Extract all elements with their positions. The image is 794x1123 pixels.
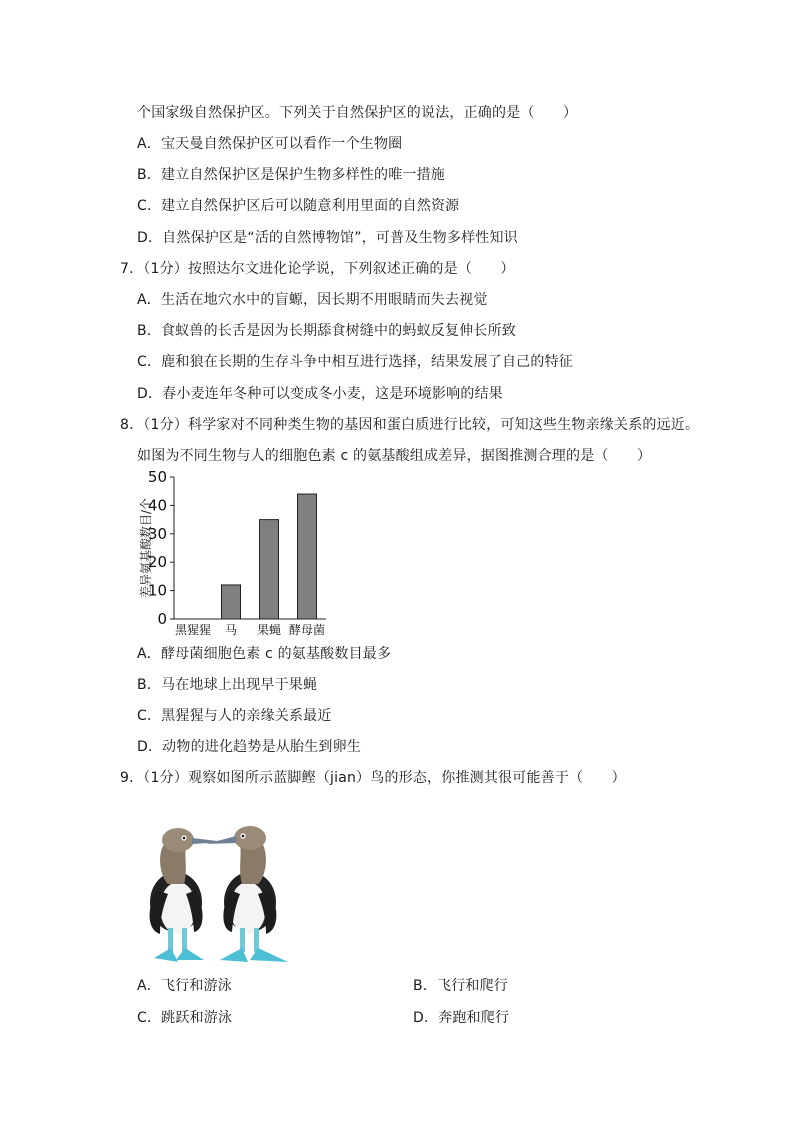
q8-option-c: C．黑猩猩与人的亲缘关系最近 [137, 708, 332, 724]
q8-stem-line1: 8．（1分）科学家对不同种类生物的基因和蛋白质进行比较，可知这些生物亲缘关系的远近。 [120, 417, 700, 433]
chart-bar-2 [260, 520, 279, 619]
chart-y-tick-label: 40 [147, 496, 167, 515]
q9-option-c: C．跳跃和游泳 [137, 1010, 233, 1026]
q8-option-d: D．动物的进化趋势是从胎生到卵生 [137, 739, 361, 755]
chart-x-tick-label: 酵母菌 [288, 623, 326, 637]
booby-bird-right [206, 826, 288, 962]
chart-x-tick-label: 果蝇 [256, 623, 282, 637]
chart-y-tick-label: 20 [147, 553, 167, 572]
q6-option-c: C．建立自然保护区后可以随意利用里面的自然资源 [137, 198, 460, 214]
q7-option-d: D．春小麦连年冬种可以变成冬小麦，这是环境影响的结果 [137, 386, 503, 402]
chart-y-tick-label: 0 [157, 610, 167, 628]
chart-y-tick-label: 30 [147, 524, 167, 543]
chart-y-tick-label: 10 [147, 581, 167, 600]
q7-option-b: B．食蚁兽的长舌是因为长期舔食树缝中的蚂蚁反复伸长所致 [137, 323, 517, 339]
q8-option-b: B．马在地球上出现早于果蝇 [137, 677, 318, 693]
q9-option-b: B．飞行和爬行 [413, 978, 509, 994]
chart-bar-1 [222, 585, 241, 619]
q6-option-d: D．自然保护区是“活的自然博物馆”，可普及生物多样性知识 [137, 230, 518, 246]
q9-option-a: A．飞行和游泳 [137, 978, 232, 994]
q6-stem: 个国家级自然保护区。下列关于自然保护区的说法，正确的是（ ） [137, 105, 578, 121]
amino-acid-difference-chart [130, 465, 340, 640]
q9-option-d: D．奔跑和爬行 [413, 1010, 510, 1026]
q7-option-a: A．生活在地穴水中的盲螈，因长期不用眼睛而失去视觉 [137, 292, 488, 308]
booby-bird-left [150, 828, 226, 962]
chart-x-tick-label: 黑猩猩 [174, 623, 212, 637]
chart-y-axis-label: 差异氨基酸数目/个 [139, 497, 153, 599]
chart-x-tick-label: 马 [224, 623, 238, 637]
q7-stem: 7．（1分）按照达尔文进化论学说，下列叙述正确的是（ ） [120, 261, 515, 277]
q8-option-a: A．酵母菌细胞色素 c 的氨基酸数目最多 [137, 646, 392, 662]
q8-stem-line2: 如图为不同生物与人的细胞色素 c 的氨基酸组成差异，据图推测合理的是（ ） [137, 448, 652, 464]
chart-y-tick-label: 50 [147, 468, 167, 486]
q7-option-c: C．鹿和狼在长期的生存斗争中相互进行选择，结果发展了自己的特征 [137, 354, 573, 370]
q9-stem: 9．（1分）观察如图所示蓝脚鲣（jian）鸟的形态，你推测其很可能善于（ ） [120, 770, 626, 786]
blue-footed-booby-image [138, 822, 294, 968]
chart-bar-3 [298, 494, 317, 619]
q6-option-a: A．宝天曼自然保护区可以看作一个生物圈 [137, 136, 403, 152]
q6-option-b: B．建立自然保护区是保护生物多样性的唯一措施 [137, 167, 446, 183]
